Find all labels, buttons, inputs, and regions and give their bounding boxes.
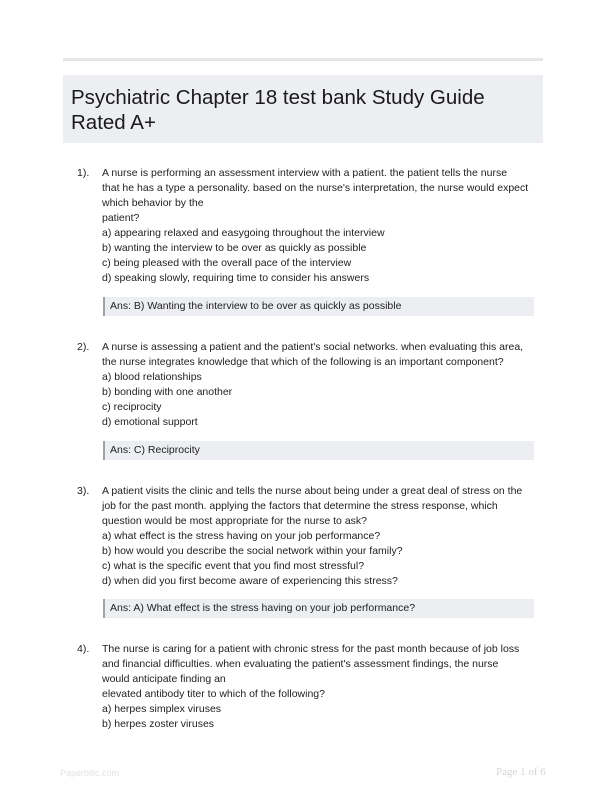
question-number: 2). bbox=[77, 341, 90, 353]
question-number: 1). bbox=[77, 167, 90, 179]
question-number: 3). bbox=[77, 485, 90, 497]
question-text bbox=[102, 340, 538, 430]
option-a: a) blood relationships bbox=[102, 371, 202, 383]
option-b: b) herpes zoster viruses bbox=[102, 718, 215, 730]
option-d: d) emotional support bbox=[102, 416, 198, 428]
question-line: A patient visits the clinic and tells the nurse about being under a great deal of stress on the bbox=[102, 485, 523, 497]
option-a: a) what effect is the stress having on your job performance? bbox=[102, 530, 381, 542]
option-c: c) reciprocity bbox=[102, 401, 162, 413]
option-c: c) being pleased with the overall pace of the interview bbox=[102, 257, 352, 269]
question-line: that he has a type a personality. based on the nurse's interpretation, the nurse would expect bbox=[102, 182, 529, 194]
question-text bbox=[102, 484, 538, 589]
question-line: would anticipate finding an bbox=[102, 673, 226, 685]
answer-box-1: Ans: B) Wanting the interview to be over as quickly as possible bbox=[103, 297, 534, 316]
top-divider bbox=[63, 58, 543, 61]
question-line: A nurse is performing an assessment interview with a patient. the patient tells the nurse bbox=[102, 167, 508, 179]
option-c: c) what is the specific event that you find most stressful? bbox=[102, 560, 365, 572]
question-line: which behavior by the bbox=[102, 197, 204, 209]
question-line: patient? bbox=[102, 212, 140, 224]
option-d: d) speaking slowly, requiring time to consider his answers bbox=[102, 272, 370, 284]
page-title: Psychiatric Chapter 18 test bank Study Guide Rated A+ bbox=[71, 86, 485, 134]
page-number: Page 1 of 6 bbox=[496, 766, 546, 778]
question-line: A nurse is assessing a patient and the patient's social networks. when evaluating this area, bbox=[102, 341, 524, 353]
question-text bbox=[102, 166, 538, 286]
question-number: 4). bbox=[77, 643, 90, 655]
option-d: d) when did you first become aware of experiencing this stress? bbox=[102, 575, 398, 587]
footer-brand: Paperbliic.com bbox=[60, 768, 120, 778]
question-line: and financial difficulties. when evaluating the patient's assessment findings, the nurse bbox=[102, 658, 499, 670]
option-a: a) appearing relaxed and easygoing throughout the interview bbox=[102, 227, 385, 239]
option-b: b) how would you describe the social network within your family? bbox=[102, 545, 403, 557]
question-line: The nurse is caring for a patient with chronic stress for the past month because of job loss bbox=[102, 643, 520, 655]
question-line: the nurse integrates knowledge that which of the following is an important component? bbox=[102, 356, 504, 368]
option-b: b) wanting the interview to be over as quickly as possible bbox=[102, 242, 367, 254]
option-a: a) herpes simplex viruses bbox=[102, 703, 222, 715]
question-text bbox=[102, 642, 538, 732]
title-banner bbox=[63, 75, 543, 143]
question-line: question would be most appropriate for the nurse to ask? bbox=[102, 515, 367, 527]
answer-box-2: Ans: C) Reciprocity bbox=[103, 441, 534, 460]
option-b: b) bonding with one another bbox=[102, 386, 233, 398]
question-line: job for the past month. applying the factors that determine the stress response, which bbox=[102, 500, 498, 512]
answer-box-3: Ans: A) What effect is the stress having on your job performance? bbox=[103, 599, 534, 618]
question-line: elevated antibody titer to which of the following? bbox=[102, 688, 325, 700]
